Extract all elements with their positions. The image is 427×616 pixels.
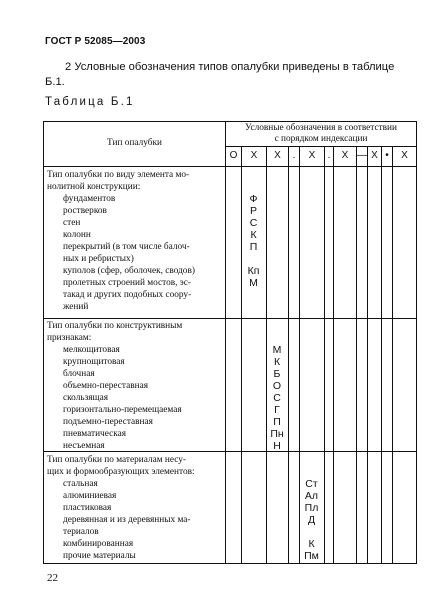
section2-line: горизонтально-перемещаемая: [63, 405, 182, 415]
table-caption: Таблица Б.1: [45, 96, 135, 108]
section1-code: К: [250, 229, 257, 241]
table-border-bottom: [43, 563, 417, 564]
page-header: ГОСТ Р 52085—2003: [45, 36, 146, 47]
section2-line: несъемная: [63, 441, 105, 451]
section1-line: фундаментов: [63, 194, 116, 204]
header-subline: [225, 146, 417, 147]
section1-code: Ф: [249, 193, 258, 205]
idx-col-line: [288, 146, 289, 564]
index-cell: Х: [341, 150, 349, 161]
section3-line: Тип опалубки по материалам несу-: [47, 455, 186, 465]
section2-code: Н: [273, 440, 281, 452]
section3-code: К: [308, 538, 315, 550]
section1-code: Кп: [247, 265, 260, 277]
page-number: 22: [47, 572, 58, 584]
section3-line: деревянная и из деревянных ма-: [63, 515, 191, 525]
section2-code: Б: [273, 368, 281, 380]
idx-col-line: [392, 146, 393, 564]
section1-code: Р: [249, 205, 257, 217]
index-cell: •: [385, 150, 389, 161]
idx-col-line: [324, 146, 325, 564]
table-border-left: [43, 121, 44, 564]
section1-line: Тип опалубки по виду элемента мо-: [47, 170, 190, 180]
section2-code: М: [272, 344, 282, 356]
section1-line: пролетных строений мостов, эс-: [63, 278, 191, 288]
section-sep-1: [43, 318, 417, 319]
section1-code: П: [249, 241, 258, 253]
section1-line: нолитной конструкции:: [47, 182, 141, 192]
section2-line: подъемно-переставная: [63, 417, 153, 427]
section2-line: объемно-переставная: [63, 381, 148, 391]
section2-line: скользящая: [63, 393, 109, 403]
section3-line: щих и формообразующих элементов:: [47, 467, 195, 477]
index-cell: Х: [401, 150, 408, 161]
section3-line: стальная: [63, 479, 98, 489]
index-cell: .: [292, 150, 296, 161]
section2-code: К: [273, 356, 281, 368]
index-cell: Х: [274, 150, 281, 161]
section1-line: жений: [63, 302, 89, 312]
section2-line: крупнощитовая: [63, 357, 125, 367]
section3-code: Пл: [304, 502, 319, 514]
section3-code: Ал: [304, 490, 319, 502]
section3-line: алюминиевая: [63, 491, 117, 501]
col-divider: [225, 121, 226, 564]
section2-line: блочная: [63, 369, 95, 379]
section3-line: комбинированная: [63, 539, 134, 549]
section1-line: куполов (сфер, оболочек, сводов): [63, 266, 195, 276]
idx-col-line: [333, 146, 334, 564]
section1-line: колонн: [63, 230, 91, 240]
section3-code: Д: [307, 514, 316, 526]
section1-code: С: [249, 217, 258, 229]
index-cell: Х: [371, 150, 378, 161]
section3-line: пластиковая: [63, 503, 112, 513]
table-border-right: [416, 121, 417, 564]
section2-line: Тип опалубки по конструктивным: [47, 321, 183, 331]
section3-line: териалов: [63, 527, 99, 537]
index-cell: О: [229, 150, 238, 161]
col2-header-line2: с порядком индексации: [274, 134, 368, 144]
section3-line: прочие материалы: [63, 551, 136, 561]
section2-line: пневматическая: [63, 429, 126, 439]
section3-code: Ст: [305, 478, 318, 490]
section2-line: мелкощитовая: [63, 345, 120, 355]
section3-code: Пм: [304, 550, 319, 562]
index-cell: .: [327, 150, 331, 161]
section2-code: Пн: [270, 428, 284, 440]
section1-line: стен: [63, 218, 81, 228]
header-bottom: [43, 166, 417, 167]
paragraph-text: Условные обозначения типов опалубки приведены в таблице Б.1.: [45, 61, 395, 88]
idx-col-line: [367, 146, 368, 564]
section2-code: Г: [274, 404, 280, 416]
index-cell: —: [357, 150, 367, 161]
section1-line: ростверков: [63, 206, 107, 216]
index-cell: Х: [308, 150, 316, 161]
section1-line: такад и других подобных соору-: [63, 290, 192, 300]
idx-col-line: [381, 146, 382, 564]
section1-line: ных и ребристых): [63, 254, 134, 264]
col2-header-line1: Условные обозначения в соответствии: [245, 123, 397, 133]
section2-code: С: [273, 392, 281, 404]
col1-header: Тип опалубки: [107, 138, 162, 148]
idx-col-line: [356, 146, 357, 564]
paragraph-number: 2: [65, 61, 72, 73]
section2-code: П: [273, 416, 281, 428]
section1-code: М: [249, 277, 258, 289]
section2-code: О: [272, 380, 282, 392]
index-cell: Х: [250, 150, 258, 161]
section2-line: признакам:: [47, 333, 92, 343]
section1-line: перекрытий (в том числе балоч-: [63, 242, 190, 252]
table-border-top: [43, 121, 417, 122]
